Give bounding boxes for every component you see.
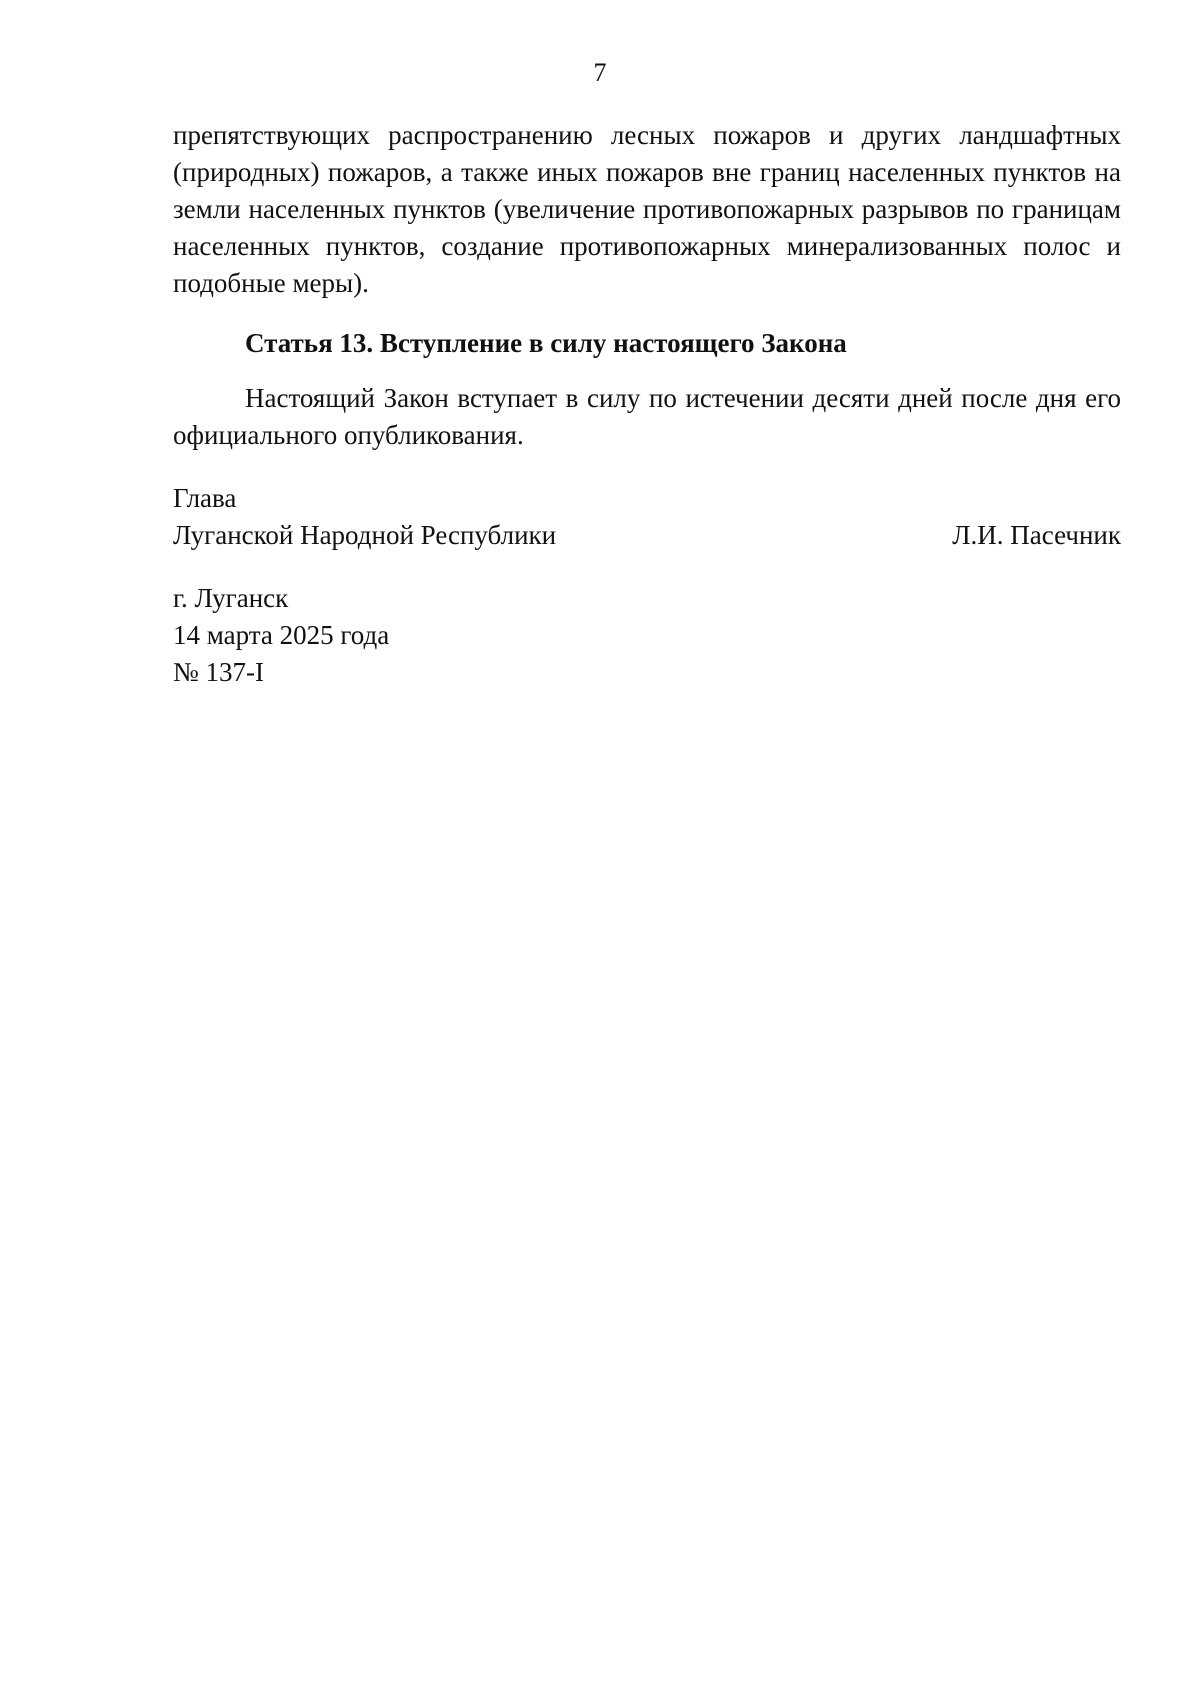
city: г. Луганск (173, 583, 289, 613)
article-heading: Статья 13. Вступление в силу настоящего Закона (245, 328, 847, 358)
signature-title-line2: Луганской Народной Республики (173, 520, 557, 550)
signatory-name: Л.И. Пасечник (952, 520, 1121, 550)
law-date: 14 марта 2025 года (173, 620, 390, 650)
signature-block (173, 480, 1121, 554)
continuation-paragraph: препятствующих распространению лесных пожаров и других ландшафтных (природных) пожаров, а также иных пожаров вне границ населенных пунктов на земли населенных пунктов (увеличение противопожарных разрывов по границам населенных пунктов, создание противопожарных минерализованных полос и подобные меры). (173, 120, 1121, 298)
article-text: Настоящий Закон вступает в силу по истечении десяти дней после дня его официального опубликования. (173, 383, 1121, 450)
signature-title-line1: Глава (173, 483, 237, 513)
page-number: 7 (593, 58, 607, 87)
place-date-block (173, 580, 389, 691)
signature-row (173, 517, 1121, 554)
law-number: № 137-I (173, 657, 264, 687)
